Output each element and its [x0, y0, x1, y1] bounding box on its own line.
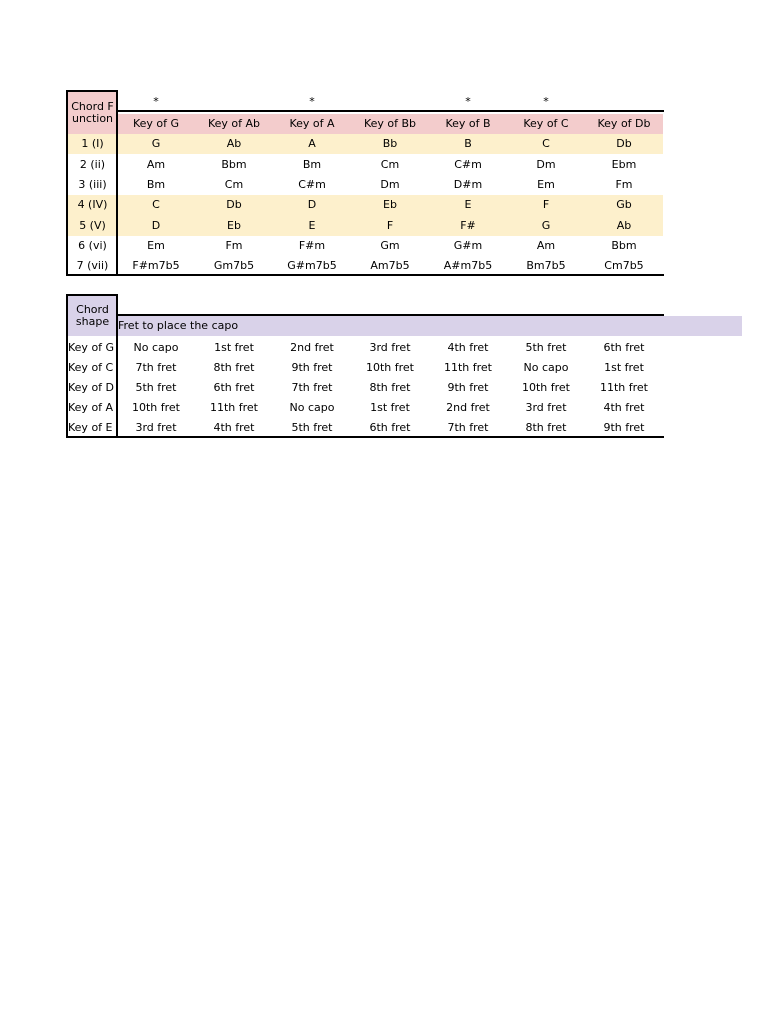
chord-cell[interactable]: Bbm: [611, 239, 637, 252]
row-label-chord-shape[interactable]: Key of D: [68, 381, 115, 394]
capo-fret-cell[interactable]: No capo: [133, 341, 179, 354]
chord-cell[interactable]: C#m: [454, 157, 482, 171]
capo-fret-cell[interactable]: 8th fret: [369, 381, 411, 394]
border-bottom: [67, 274, 664, 276]
chord-cell[interactable]: Am: [146, 157, 166, 171]
chord-cell[interactable]: Ab: [195, 134, 273, 154]
chord-cell[interactable]: C#m: [298, 178, 326, 191]
border-bottom-2: [67, 436, 664, 438]
chord-cell[interactable]: Cm: [380, 157, 400, 171]
chord-cell[interactable]: B: [429, 134, 507, 154]
border-top-corner-2: [67, 294, 118, 296]
column-header-key[interactable]: Key of A: [273, 114, 351, 134]
capo-fret-cell[interactable]: 1st fret: [214, 341, 254, 354]
capo-fret-cell[interactable]: No capo: [523, 361, 569, 374]
capo-fret-cell[interactable]: 3rd fret: [369, 341, 411, 354]
key-marker-star: [195, 94, 273, 110]
chord-cell[interactable]: C: [507, 134, 585, 154]
capo-fret-cell[interactable]: 1st fret: [370, 401, 410, 414]
chord-cell[interactable]: Eb: [351, 195, 429, 215]
capo-fret-cell[interactable]: 11th fret: [209, 401, 258, 414]
row-label-chord-shape[interactable]: Key of E: [68, 421, 113, 434]
capo-fret-cell[interactable]: 7th fret: [291, 381, 333, 394]
chord-cell[interactable]: Gb: [585, 195, 663, 215]
row-label-chord-function[interactable]: 3 (iii): [78, 178, 107, 191]
column-header-key[interactable]: Key of G: [117, 114, 195, 134]
chord-cell[interactable]: Db: [585, 134, 663, 154]
capo-fret-cell[interactable]: 5th fret: [525, 341, 567, 354]
chord-cell[interactable]: E: [273, 215, 351, 236]
chord-cell[interactable]: Eb: [195, 215, 273, 236]
chord-cell[interactable]: Gm: [380, 239, 400, 252]
capo-fret-cell[interactable]: 4th fret: [213, 421, 255, 434]
capo-fret-cell[interactable]: 9th fret: [291, 361, 333, 374]
border-left-2: [66, 294, 68, 438]
row-label-chord-shape[interactable]: Key of C: [68, 361, 114, 374]
chord-cell[interactable]: Fm: [225, 239, 243, 252]
column-header-key[interactable]: Key of B: [429, 114, 507, 134]
chord-cell[interactable]: F: [351, 215, 429, 236]
column-header-key[interactable]: Key of Ab: [195, 114, 273, 134]
capo-fret-cell[interactable]: 2nd fret: [290, 341, 334, 354]
border-label-divider-2: [116, 294, 118, 438]
chord-cell[interactable]: Bm: [146, 178, 166, 191]
capo-fret-cell[interactable]: 5th fret: [135, 381, 177, 394]
chord-cell[interactable]: Em: [147, 239, 165, 252]
capo-fret-cell[interactable]: 10th fret: [521, 381, 570, 394]
row-label-chord-shape[interactable]: Key of A: [68, 401, 114, 414]
capo-fret-cell[interactable]: 3rd fret: [135, 421, 177, 434]
chord-cell[interactable]: G: [117, 134, 195, 154]
chord-cell[interactable]: D#m: [453, 178, 483, 191]
capo-fret-cell[interactable]: No capo: [289, 401, 335, 414]
capo-fret-cell[interactable]: 11th fret: [599, 381, 648, 394]
key-marker-star: *: [309, 95, 315, 108]
capo-fret-cell[interactable]: 8th fret: [213, 361, 255, 374]
chord-cell[interactable]: A: [273, 134, 351, 154]
capo-fret-header[interactable]: Fret to place the capo: [118, 316, 742, 336]
border-label-divider: [116, 90, 118, 276]
capo-fret-cell[interactable]: 7th fret: [447, 421, 489, 434]
row-label-chord-function[interactable]: 6 (vi): [78, 239, 107, 252]
chord-cell[interactable]: Ab: [585, 215, 663, 236]
capo-fret-cell[interactable]: 4th fret: [603, 401, 645, 414]
chord-cell[interactable]: Bb: [351, 134, 429, 154]
chord-cell[interactable]: F#m7b5: [132, 259, 180, 272]
chord-cell[interactable]: F#: [429, 215, 507, 236]
capo-fret-cell[interactable]: 9th fret: [603, 421, 645, 434]
border-left: [66, 90, 68, 276]
chord-cell[interactable]: Dm: [380, 178, 400, 191]
chord-cell[interactable]: Bm: [302, 157, 322, 171]
capo-fret-cell[interactable]: 9th fret: [447, 381, 489, 394]
row-label-chord-function[interactable]: 1 (I): [68, 134, 117, 154]
capo-fret-cell[interactable]: 11th fret: [443, 361, 492, 374]
chord-cell[interactable]: D: [273, 195, 351, 215]
chord-cell[interactable]: G: [507, 215, 585, 236]
capo-fret-cell[interactable]: 1st fret: [604, 361, 644, 374]
chord-cell[interactable]: G#m7b5: [287, 259, 337, 272]
row-label-chord-function[interactable]: 7 (vii): [76, 259, 109, 272]
chord-cell[interactable]: Bbm: [221, 157, 247, 171]
chord-cell[interactable]: F: [507, 195, 585, 215]
chord-cell[interactable]: D: [117, 215, 195, 236]
chord-cell[interactable]: Am: [536, 239, 556, 252]
key-marker-star: *: [543, 95, 549, 108]
column-header-key[interactable]: Key of Bb: [351, 114, 429, 134]
capo-fret-cell[interactable]: 6th fret: [603, 341, 645, 354]
chord-shape-corner-label[interactable]: Chord shape: [68, 296, 117, 336]
chord-function-corner-label[interactable]: Chord Function: [68, 91, 117, 134]
row-label-chord-shape[interactable]: Key of G: [68, 341, 115, 354]
chord-cell[interactable]: G#m: [453, 239, 483, 252]
chord-cell[interactable]: Em: [537, 178, 555, 191]
capo-fret-cell[interactable]: 4th fret: [447, 341, 489, 354]
row-label-chord-function[interactable]: 2 (ii): [79, 157, 106, 171]
chord-cell[interactable]: A#m7b5: [443, 259, 493, 272]
chord-cell[interactable]: Cm: [224, 178, 244, 191]
border-header-top-2: [117, 314, 664, 316]
key-marker-star: [351, 94, 429, 110]
chord-cell[interactable]: Bm7b5: [526, 259, 566, 272]
capo-fret-cell[interactable]: 10th fret: [131, 401, 180, 414]
key-marker-star: *: [465, 95, 471, 108]
key-marker-star: [585, 94, 663, 110]
chord-cell[interactable]: Cm7b5: [604, 259, 644, 272]
chord-cell[interactable]: F#m: [298, 239, 326, 252]
key-marker-star: *: [153, 95, 159, 108]
border-header-top: [117, 110, 664, 112]
capo-fret-cell[interactable]: 8th fret: [525, 421, 567, 434]
capo-fret-cell[interactable]: 6th fret: [213, 381, 255, 394]
capo-fret-cell[interactable]: 10th fret: [365, 361, 414, 374]
chord-cell[interactable]: Fm: [615, 178, 633, 191]
chord-cell[interactable]: E: [429, 195, 507, 215]
border-top-corner: [67, 90, 118, 92]
capo-fret-cell[interactable]: 3rd fret: [525, 401, 567, 414]
row-label-chord-function[interactable]: 5 (V): [68, 215, 117, 236]
chord-cell[interactable]: Db: [195, 195, 273, 215]
capo-fret-cell[interactable]: 6th fret: [369, 421, 411, 434]
capo-fret-cell[interactable]: 7th fret: [135, 361, 177, 374]
chord-cell[interactable]: Ebm: [611, 157, 637, 171]
capo-fret-cell[interactable]: 5th fret: [291, 421, 333, 434]
column-header-key[interactable]: Key of C: [507, 114, 585, 134]
chord-cell[interactable]: Am7b5: [370, 259, 410, 272]
capo-fret-cell[interactable]: 2nd fret: [446, 401, 490, 414]
chord-cell[interactable]: Dm: [536, 157, 556, 171]
row-label-chord-function[interactable]: 4 (IV): [68, 195, 117, 215]
chord-cell[interactable]: C: [117, 195, 195, 215]
column-header-key[interactable]: Key of Db: [585, 114, 663, 134]
chord-cell[interactable]: Gm7b5: [213, 259, 255, 272]
